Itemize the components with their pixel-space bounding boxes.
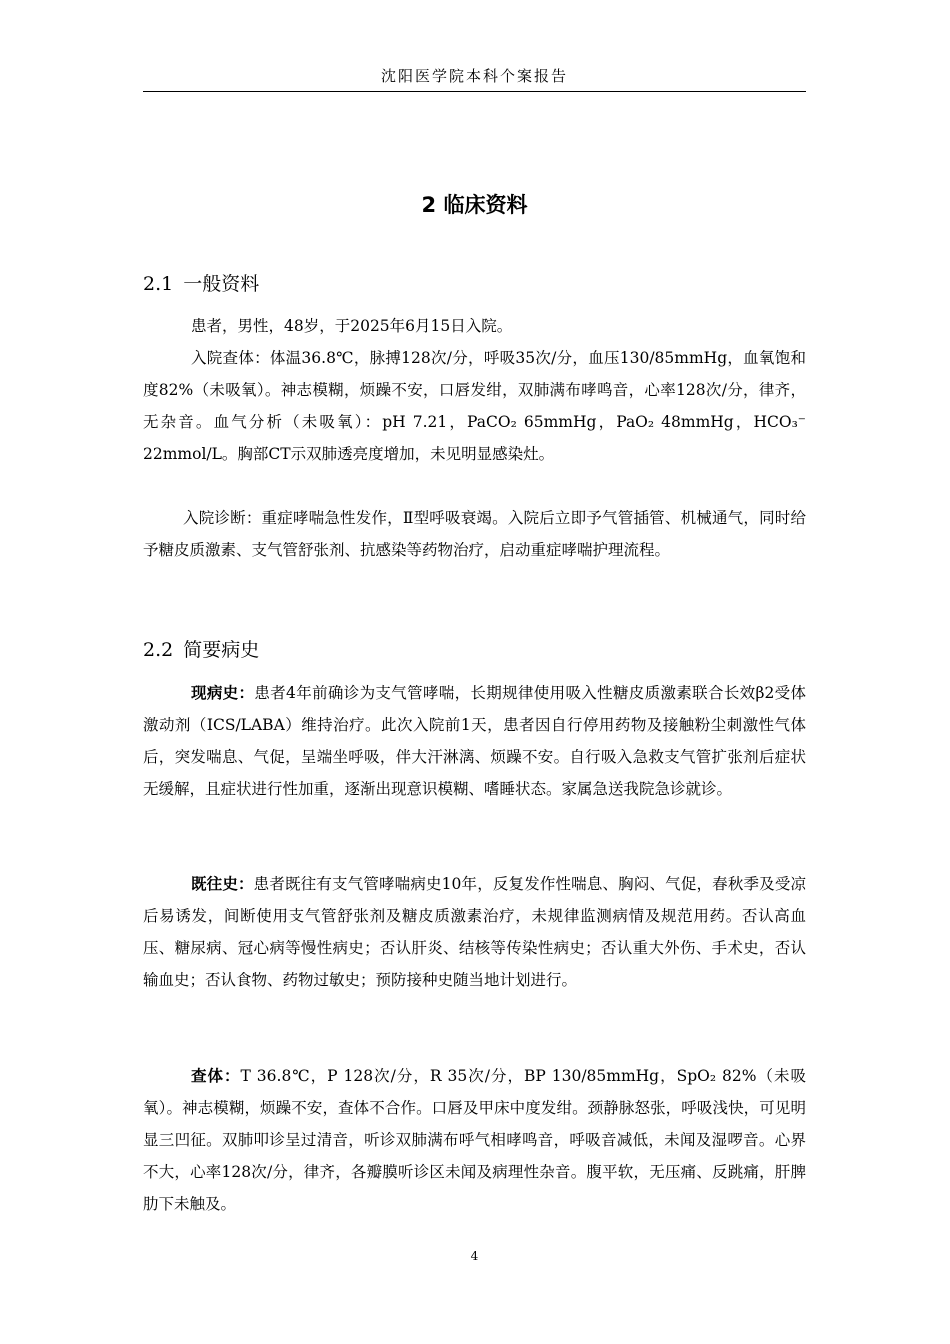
page-number: 4 — [470, 1249, 479, 1263]
paragraph-label: 查体： — [191, 1067, 241, 1085]
section-number: 2.1 — [143, 273, 174, 295]
paragraph-admission: 患者，男性，48岁，于2025年6月15日入院。 — [191, 317, 513, 335]
paragraph-text: T 36.8℃，P 128次/分，R 35次/分，BP 130/85mmHg，SpO₂ 82%（未吸氧）。神志模糊，烦躁不安，查体不合作。口唇及甲床中度发绀。颈静脉怒张，呼吸浅快，可见明显三凹征。双肺叩诊呈过清音，听诊双肺满布呼气相哮鸣音，呼吸音减低，未闻及湿啰音。心界不大，心率128次/分，律齐，各瓣膜听诊区未闻及病理性杂音。腹平软，无压痛、反跳痛，肝脾肋下未触及。 — [143, 1067, 806, 1213]
section-number: 2.2 — [143, 639, 174, 661]
chapter-title: 2 临床资料 — [421, 193, 528, 217]
section-heading-2-2 — [143, 636, 806, 664]
paragraph-physical-exam: 入院查体：体温36.8℃，脉搏128次/分，呼吸35次/分，血压130/85mmHg，血氧饱和度82%（未吸氧）。神志模糊，烦躁不安，口唇发绀，双肺满布哮鸣音，心率128次/分，律齐，无杂音。血气分析（未吸氧）：pH 7.21，PaCO₂ 65mmHg，PaO₂ 48mmHg，HCO₃⁻ 22mmol/L。胸部CT示双肺透亮度增加，未见明显感染灶。 — [143, 349, 806, 463]
paragraph-label: 既往史： — [191, 875, 254, 893]
paragraph-text: 患者4年前确诊为支气管哮喘，长期规律使用吸入性糖皮质激素联合长效β2受体激动剂（ICS/LABA）维持治疗。此次入院前1天，患者因自行停用药物及接触粉尘刺激性气体后，突发喘息、气促，呈端坐呼吸，伴大汗淋漓、烦躁不安。自行吸入急救支气管扩张剂后症状无缓解，且症状进行性加重，逐渐出现意识模糊、嗜睡状态。家属急送我院急诊就诊。 — [143, 684, 806, 798]
paragraph-examination — [143, 1060, 806, 1220]
paragraph-past-history — [143, 868, 806, 996]
section-title: 一般资料 — [183, 273, 260, 295]
section-title: 简要病史 — [183, 639, 260, 661]
paragraph-diagnosis: 入院诊断：重症哮喘急性发作，Ⅱ型呼吸衰竭。入院后立即予气管插管、机械通气，同时给予糖皮质激素、支气管舒张剂、抗感染等药物治疗，启动重症哮喘护理流程。 — [143, 509, 806, 559]
running-header: 沈阳医学院本科个案报告 — [380, 67, 568, 85]
paragraph-label: 现病史： — [191, 684, 255, 702]
section-heading-2-1 — [143, 270, 806, 298]
header-rule — [143, 91, 806, 92]
paragraph-text: 患者既往有支气管哮喘病史10年，反复发作性喘息、胸闷、气促，春秋季及受凉后易诱发，间断使用支气管舒张剂及糖皮质激素治疗，未规律监测病情及规范用药。否认高血压、糖尿病、冠心病等慢性病史；否认肝炎、结核等传染性病史；否认重大外伤、手术史，否认输血史；否认食物、药物过敏史；预防接种史随当地计划进行。 — [143, 875, 806, 989]
paragraph-present-illness — [143, 677, 806, 805]
